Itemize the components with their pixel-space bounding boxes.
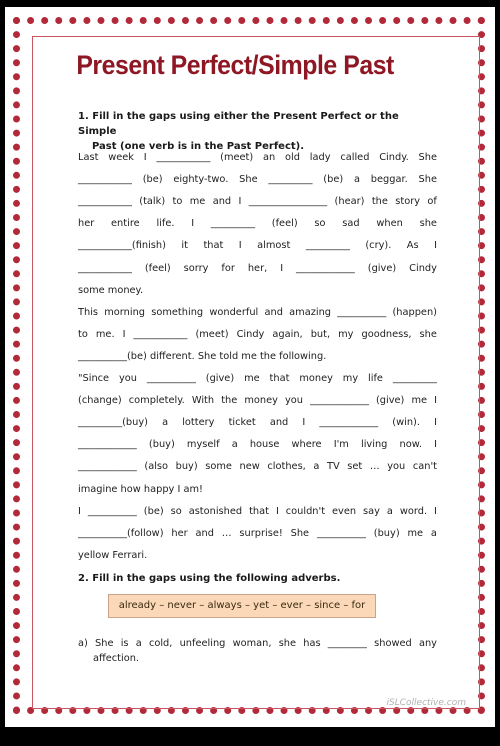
word: She — [290, 527, 310, 539]
word: something — [151, 306, 204, 318]
gap-blank: ________________ — [248, 196, 328, 208]
word: even — [332, 505, 357, 517]
word: called — [340, 152, 370, 163]
word: any — [418, 638, 437, 649]
word: (be) — [143, 505, 164, 517]
word: story — [395, 196, 421, 208]
word: and — [269, 417, 289, 429]
word: almost — [257, 240, 291, 252]
word: my — [338, 328, 354, 340]
word: that — [203, 240, 224, 252]
word: my — [342, 373, 359, 384]
word: sorry — [183, 262, 209, 274]
instruction-line-1: 1. Fill in the gaps using either the Present Perfect or the Simple — [78, 111, 399, 137]
word: and — [264, 306, 283, 318]
exercise-1-line — [78, 284, 437, 298]
gap-blank: _________(buy) — [78, 417, 148, 429]
word: again, — [272, 328, 303, 340]
gap-blank: __________ — [87, 505, 137, 517]
exercise-1-line — [78, 549, 437, 563]
gap-blank: _________ — [268, 174, 313, 186]
word: where — [291, 439, 322, 451]
word: … — [221, 527, 232, 539]
word: you — [285, 395, 304, 407]
word: (feel) — [144, 262, 171, 274]
exercise-1-line — [78, 151, 437, 165]
exercise-2-item-a-line-2 — [93, 652, 452, 666]
word: is — [120, 638, 129, 649]
word: set — [347, 461, 363, 473]
word: life — [368, 373, 383, 384]
word: me — [244, 373, 260, 384]
word: unfeeling — [179, 638, 226, 649]
word: when — [376, 218, 403, 230]
word: new — [239, 461, 260, 473]
word: her, — [247, 262, 268, 274]
word: TV — [327, 461, 340, 473]
gap-blank: __________ — [146, 373, 196, 384]
exercise-1-line — [78, 262, 437, 276]
exercise-1-line — [78, 217, 437, 231]
word: Cindy — [409, 262, 437, 274]
word: you — [387, 461, 406, 473]
word: can't — [412, 461, 437, 473]
word: This — [78, 306, 99, 318]
word: an — [263, 152, 276, 163]
word: me — [407, 527, 424, 539]
item-a-continuation: affection. — [93, 653, 140, 664]
gap-blank: ___________ — [78, 174, 132, 186]
gap-blank: __________(be) different. She told me the following. — [78, 350, 327, 362]
word: for — [221, 262, 235, 274]
word: life. — [156, 218, 175, 230]
gap-blank: ___________(finish) — [78, 240, 166, 252]
word: she — [419, 218, 437, 230]
gap-blank: __________(follow) — [78, 527, 164, 539]
exercise-1-line — [78, 483, 437, 497]
gap-blank: ___________ — [78, 196, 132, 208]
word: eighty-two. — [173, 174, 229, 186]
gap-blank: ________ — [327, 638, 367, 649]
word: myself — [186, 439, 220, 451]
word: She — [418, 174, 437, 186]
word: lottery — [182, 417, 215, 429]
word: house — [249, 439, 280, 451]
word: (happen) — [392, 306, 437, 318]
gap-blank: ___________ — [156, 152, 211, 163]
word: a — [162, 417, 169, 429]
word: (buy) — [373, 527, 400, 539]
exercise-1-line — [78, 350, 437, 364]
exercise-1-line — [78, 328, 437, 342]
word: to — [172, 196, 183, 208]
watermark: iSLCollective.com — [386, 698, 466, 708]
exercise-1-line — [78, 394, 437, 408]
word: I — [280, 262, 284, 274]
word: some money. — [78, 284, 144, 296]
word: money — [244, 395, 278, 407]
word: buy) — [175, 461, 198, 473]
word: now. — [399, 439, 422, 451]
gap-blank: ____________ — [310, 395, 369, 407]
word: I — [238, 196, 242, 208]
word: I — [238, 240, 242, 252]
word: I — [275, 505, 279, 517]
word: clothes, — [267, 461, 306, 473]
word: word. — [399, 505, 428, 517]
word: (give) — [205, 373, 235, 384]
word: (talk) — [139, 196, 166, 208]
word: (feel) — [271, 218, 298, 230]
word: couldn't — [285, 505, 326, 517]
word: lady — [309, 152, 331, 163]
gap-blank: _________ — [305, 240, 350, 252]
gap-blank: __________ — [316, 527, 366, 539]
word: she — [419, 328, 437, 340]
word: (change) — [78, 395, 122, 407]
word: you — [118, 373, 137, 384]
word: I — [434, 240, 437, 252]
word: a — [430, 527, 437, 539]
word: me — [189, 196, 206, 208]
word: of — [427, 196, 437, 208]
word: goodness, — [361, 328, 412, 340]
worksheet-title: Present Perfect/Simple Past — [76, 50, 394, 80]
word: to — [78, 328, 88, 340]
word: astonished — [188, 505, 243, 517]
exercise-1-line — [78, 195, 437, 209]
word: beggar. — [370, 174, 408, 186]
word: With — [191, 395, 215, 407]
word: I — [434, 505, 437, 517]
word: "Since — [78, 373, 110, 384]
word: She — [239, 174, 258, 186]
gap-blank: __________ — [337, 306, 387, 318]
word: money — [299, 373, 333, 384]
word: I — [143, 152, 147, 163]
word: week — [108, 152, 134, 163]
exercise-1-line — [78, 416, 437, 430]
word: (hear) — [334, 196, 365, 208]
word: wonderful — [209, 306, 259, 318]
exercise-1-instruction — [78, 109, 440, 154]
gap-blank: ____________ — [78, 439, 137, 451]
gap-blank: ___________ — [78, 262, 132, 274]
word: a — [353, 174, 360, 186]
word: I — [434, 417, 437, 429]
word: (give) — [375, 395, 405, 407]
word: so — [314, 218, 326, 230]
word: cold, — [148, 638, 173, 649]
exercise-2-item-a-line-1 — [78, 637, 437, 651]
word: I — [434, 439, 437, 451]
word: and — [195, 527, 214, 539]
gap-blank: ___________ — [133, 328, 188, 340]
word: (give) — [367, 262, 397, 274]
exercise-2-instruction: 2. Fill in the gaps using the following adverbs. — [78, 573, 341, 584]
word: a — [231, 439, 238, 451]
word: imagine how happy I am! — [78, 483, 203, 495]
word: I — [78, 505, 81, 517]
gap-blank: _________ — [392, 373, 437, 384]
word: me — [411, 395, 428, 407]
word: a) — [78, 638, 88, 649]
word: a — [313, 461, 320, 473]
word: the — [221, 395, 238, 407]
exercise-1-line — [78, 527, 437, 541]
exercise-1-line — [78, 372, 437, 386]
word: ticket — [228, 417, 256, 429]
word: I — [122, 328, 126, 340]
word: amazing — [289, 306, 331, 318]
word: say — [363, 505, 380, 517]
word: Cindy — [236, 328, 265, 340]
word: … — [369, 461, 380, 473]
word: (meet) — [220, 152, 254, 163]
word: (also — [144, 461, 169, 473]
word: entire — [111, 218, 140, 230]
gap-blank: _________ — [210, 218, 255, 230]
exercise-1-line — [78, 438, 437, 452]
word: (cry). — [365, 240, 392, 252]
word: (meet) — [195, 328, 229, 340]
word: As — [406, 240, 419, 252]
word: some — [205, 461, 232, 473]
word: I'm — [333, 439, 349, 451]
word: She — [418, 152, 437, 163]
word: I — [302, 417, 306, 429]
adverbs-box: already – never – always – yet – ever – since – for — [108, 594, 376, 618]
word: it — [181, 240, 188, 252]
word: I — [191, 218, 195, 230]
gap-blank: ____________ — [296, 262, 355, 274]
word: old — [285, 152, 300, 163]
exercise-1-line — [78, 460, 437, 474]
word: surprise! — [239, 527, 283, 539]
word: so — [170, 505, 182, 517]
word: a — [135, 638, 142, 649]
word: woman, — [232, 638, 272, 649]
word: showed — [374, 638, 412, 649]
word: has — [303, 638, 321, 649]
word: that — [269, 373, 290, 384]
exercise-1-line — [78, 505, 437, 519]
word: (be) — [323, 174, 344, 186]
word: (buy) — [148, 439, 175, 451]
word: and — [212, 196, 232, 208]
word: living — [360, 439, 388, 451]
word: me. — [95, 328, 115, 340]
word: I — [434, 395, 437, 407]
word: that — [249, 505, 269, 517]
exercise-1-line — [78, 306, 437, 320]
word: she — [278, 638, 297, 649]
word: (be) — [142, 174, 163, 186]
exercise-1-line — [78, 173, 437, 187]
word: her — [171, 527, 188, 539]
word: morning — [104, 306, 146, 318]
gap-blank: ____________ — [319, 417, 379, 429]
word: Last — [78, 152, 99, 163]
word: her — [78, 218, 95, 230]
word: completely. — [128, 395, 185, 407]
word: (win). — [392, 417, 420, 429]
instruction-line-2: Past (one verb is in the Past Perfect). — [92, 141, 305, 152]
word: yellow Ferrari. — [78, 549, 148, 561]
word: a — [386, 505, 393, 517]
word: She — [95, 638, 114, 649]
gap-blank: ____________ — [78, 461, 137, 473]
exercise-1-line — [78, 239, 437, 253]
word: the — [371, 196, 388, 208]
word: sad — [342, 218, 360, 230]
word: Cindy. — [379, 152, 409, 163]
word: but, — [310, 328, 331, 340]
